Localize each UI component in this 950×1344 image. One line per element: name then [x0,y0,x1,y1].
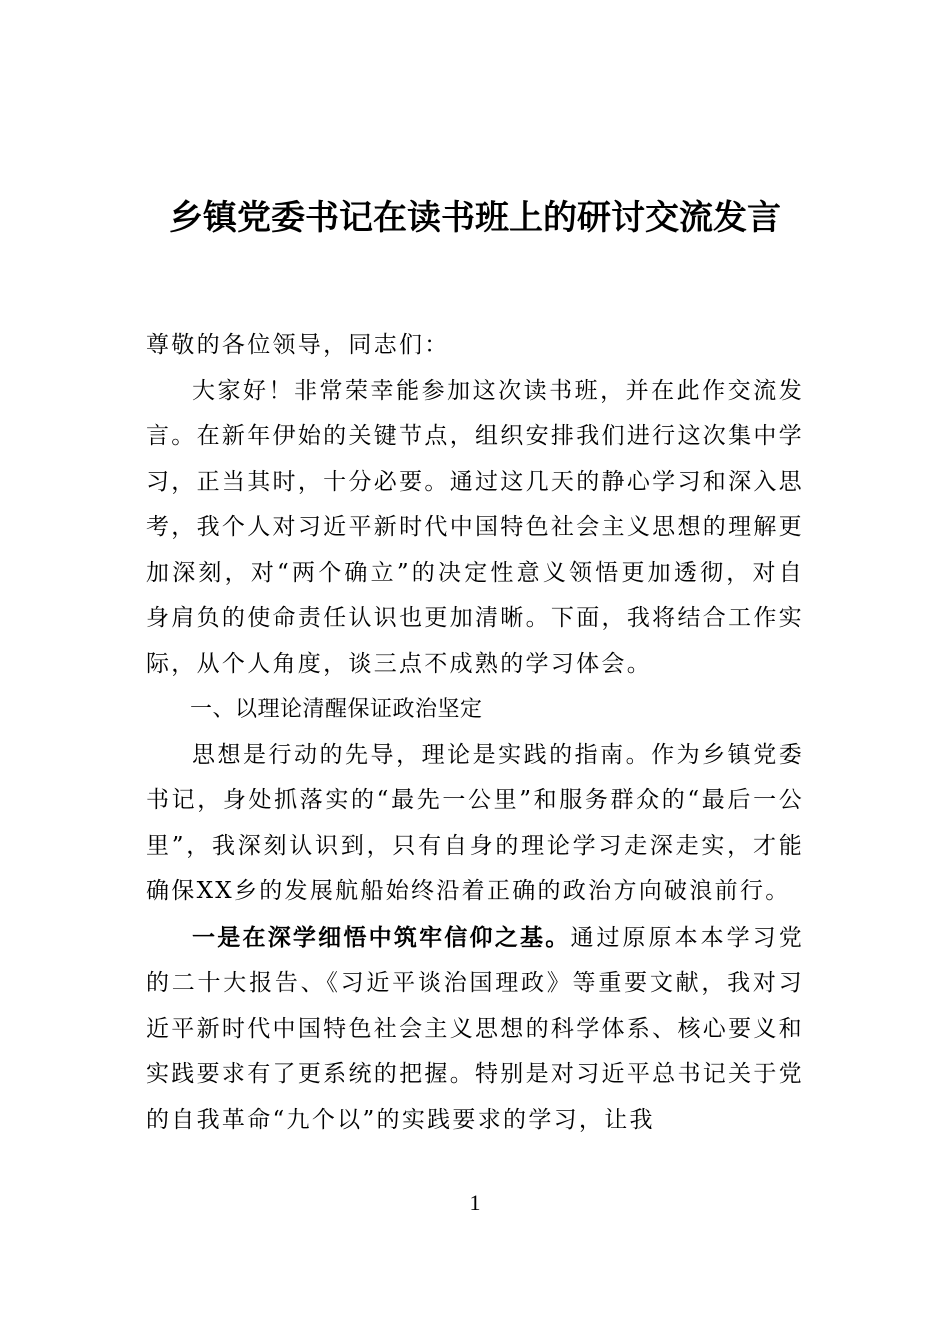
section-paragraph: 思想是行动的先导，理论是实践的指南。作为乡镇党委书记，身处抓落实的“最先一公里”和服务群众的“最后一公里”，我深刻认识到，只有自身的理论学习走深走实，才能确保XX乡的发展航船始终沿着正确的政治方向破浪前行。 [146,741,804,904]
point-lead: 一是在深学细悟中筑牢信仰之基。 [192,923,571,951]
intro-paragraph: 大家好！非常荣幸能参加这次读书班，并在此作交流发言。在新年伊始的关键节点，组织安排我们进行这次集中学习，正当其时，十分必要。通过这几天的静心学习和深入思考，我个人对习近平新时代中国特色社会主义思想的理解更加深刻，对“两个确立”的决定性意义领悟更加透彻，对自身肩负的使命责任认识也更加清晰。下面，我将结合工作实际，从个人角度，谈三点不成熟的学习体会。 [146,377,804,677]
salutation: 尊敬的各位领导，同志们： [146,332,450,358]
section-heading: 一、以理论清醒保证政治坚定 [190,697,483,722]
page-number: 1 [469,1190,481,1215]
document-body [146,323,804,1143]
page-title: 乡镇党委书记在读书班上的研讨交流发言 [169,198,781,238]
point-text: 通过原原本本学习党的二十大报告、《习近平谈治国理政》等重要文献，我对习近平新时代中国特色社会主义思想的科学体系、核心要义和实践要求有了更系统的把握。特别是对习近平总书记关于党的自我革命“九个以”的实践要求的学习，让我 [146,924,805,1133]
point-paragraph [146,915,804,1144]
